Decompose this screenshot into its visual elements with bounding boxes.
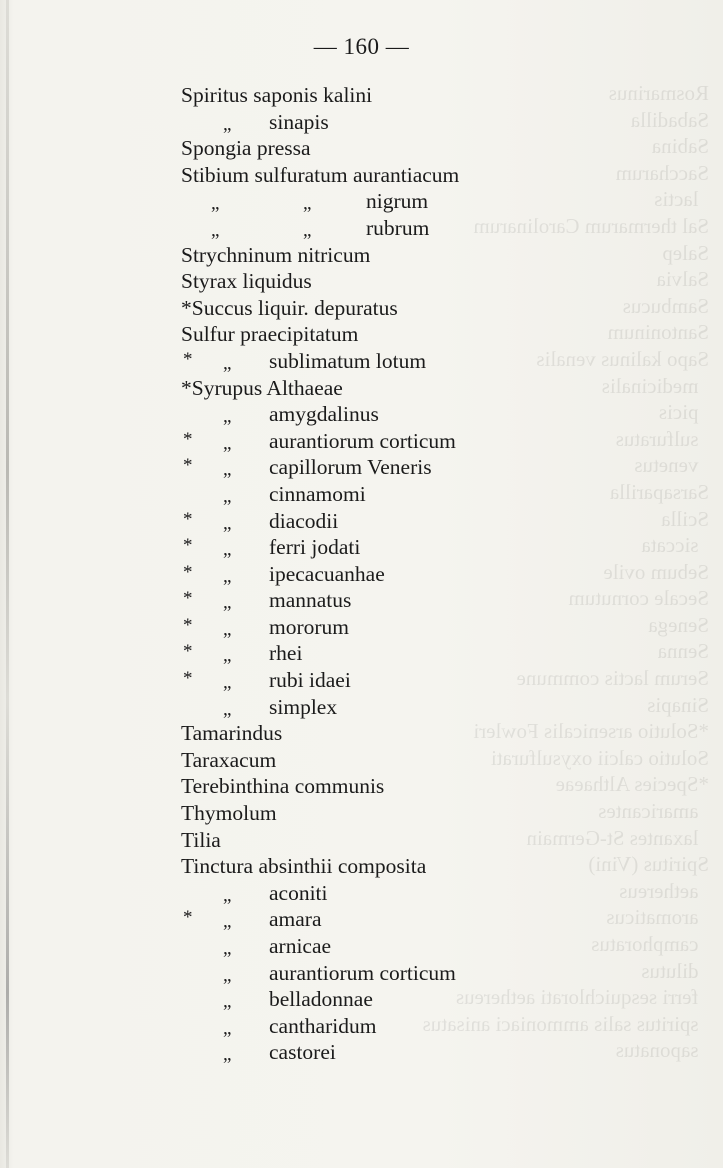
entry-text: arnicae [269, 934, 332, 958]
entry-text: amygdalinus [269, 402, 379, 427]
entry-text: amara [269, 907, 322, 932]
ditto-mark: „ [223, 884, 232, 906]
entry-text: Stibium sulfuratum aurantiacum [181, 162, 460, 187]
asterisk-mark: * [183, 508, 193, 530]
entry-text: Tilia [181, 827, 221, 852]
entry-text: Spongia pressa [181, 136, 311, 161]
bleed-through-text: Rosmarinus Sabadilla Sabina Saccharum lactis Sal thermarum Carolinarum Salep Salvia Sambucus Santoninum Sapo kalinus venalis medicinalis picis sulfuratus venetus Sarsaparilla Scilla siccata Sebum ovile Secale cornutum Senega Senna Serum lactis commune Sinapis *Solutio arsenicalis Fowleri Solutio calcii oxysulfurati *Species Althaeae amaricantes laxantes St-Germain Spiritus (Vini) aethereus aromaticus camphoratus dilutus ferri sesquichlorati aethereus spiritus salis ammoniaci anisatus saponatus [422, 81, 709, 1063]
ditto-mark: „ [223, 672, 232, 694]
entry-text: Tinctura absinthii composita [181, 854, 427, 879]
entry-line [181, 694, 651, 721]
entry-text: capillorum Veneris [269, 455, 432, 480]
entry-line [181, 135, 651, 162]
asterisk-mark: * [183, 561, 193, 583]
entry-text: Terebinthina communis [181, 774, 385, 799]
asterisk-mark: * [183, 535, 193, 557]
entry-line [181, 109, 651, 136]
ditto-mark: „ [223, 698, 232, 720]
page-number: — 160 — [313, 34, 410, 59]
entry-line [181, 348, 651, 375]
entry-line [181, 773, 651, 800]
ditto-mark: „ [303, 193, 312, 215]
asterisk-mark: * [183, 668, 193, 690]
entry-text: rubrum [366, 215, 430, 240]
entry-line [181, 640, 651, 667]
ditto-mark: „ [223, 645, 232, 667]
entry-text: Spiritus saponis kalini [181, 83, 373, 107]
ditto-mark: „ [303, 219, 312, 241]
entry-line [181, 1039, 651, 1066]
entry-line [181, 800, 651, 827]
asterisk-mark: * [183, 907, 193, 929]
entry-text: cantharidum [269, 1013, 377, 1038]
ditto-mark: „ [223, 459, 232, 481]
ditto-mark: „ [223, 565, 232, 587]
entry-text: aurantiorum corticum [269, 960, 456, 985]
entry-line [181, 747, 651, 774]
ditto-mark: „ [223, 1017, 232, 1039]
entry-text: belladonnae [269, 987, 373, 1012]
ditto-mark: „ [211, 193, 220, 215]
entry-text: Strychninum nitricum [181, 242, 371, 267]
ditto-mark: „ [223, 991, 232, 1013]
entry-text: cinnamomi [269, 481, 366, 506]
entry-text: mororum [269, 614, 350, 639]
ditto-mark: „ [223, 911, 232, 933]
entry-text: aurantiorum corticum [269, 428, 456, 453]
entry-line [181, 508, 651, 535]
entry-line [181, 1013, 651, 1040]
ditto-mark: „ [223, 352, 232, 374]
entry-text: diacodii [269, 508, 339, 533]
entry-line [181, 82, 651, 109]
asterisk-mark: * [183, 455, 193, 477]
entry-line [181, 667, 651, 694]
entry-text: Tamarindus [181, 721, 283, 746]
entry-line [181, 986, 651, 1013]
entry-line [181, 321, 651, 348]
entry-line [181, 428, 651, 455]
page-spine-shadow [6, 0, 9, 1168]
entry-line [181, 906, 651, 933]
entry-text: ferri jodati [269, 535, 361, 560]
entry-text: mannatus [269, 588, 352, 613]
entry-line [181, 375, 651, 402]
entry-text: simplex [269, 694, 338, 719]
entry-text: nigrum [366, 189, 429, 214]
entry-line [181, 853, 651, 880]
ditto-mark: „ [223, 592, 232, 614]
entry-text: Taraxacum [181, 747, 277, 772]
entry-line [181, 587, 651, 614]
entry-text: *Succus liquir. depuratus [181, 295, 398, 320]
entry-line [181, 561, 651, 588]
entry-text: sublimatum lotum [269, 348, 427, 373]
entry-line [181, 295, 651, 322]
asterisk-mark: * [183, 614, 193, 636]
ditto-mark: „ [223, 964, 232, 986]
entry-text: sinapis [269, 109, 329, 134]
entry-line [181, 162, 651, 189]
asterisk-mark: * [183, 428, 193, 450]
entry-line [181, 481, 651, 508]
ditto-mark: „ [223, 539, 232, 561]
entry-text: Styrax liquidus [181, 269, 312, 294]
entry-line [181, 215, 651, 242]
ditto-mark: „ [223, 406, 232, 428]
entry-text: castorei [269, 1040, 336, 1065]
entry-line [181, 242, 651, 269]
entry-text: Thymolum [181, 801, 277, 826]
entry-text: rhei [269, 641, 303, 666]
ditto-mark: „ [211, 219, 220, 241]
entry-text: *Syrupus Althaeae [181, 375, 343, 400]
entry-line [181, 401, 651, 428]
entry-line [181, 933, 651, 960]
entry-text: aconiti [269, 880, 328, 905]
entry-line [181, 534, 651, 561]
entry-text: rubi idaei [269, 668, 351, 693]
ditto-mark: „ [223, 113, 232, 135]
ditto-mark: „ [223, 485, 232, 507]
asterisk-mark: * [183, 641, 193, 663]
entry-line [181, 454, 651, 481]
entry-line [181, 720, 651, 747]
entry-text: ipecacuanhae [269, 561, 385, 586]
asterisk-mark: * [183, 588, 193, 610]
ditto-mark: „ [223, 512, 232, 534]
asterisk-mark: * [183, 348, 193, 370]
entry-text: Sulfur praecipitatum [181, 322, 359, 347]
ditto-mark: „ [223, 938, 232, 959]
entry-line [181, 268, 651, 295]
ditto-mark: „ [223, 1044, 232, 1066]
entry-list [181, 82, 651, 1066]
ditto-mark: „ [223, 432, 232, 454]
entry-line [181, 960, 651, 987]
entry-line [181, 827, 651, 854]
entry-line [181, 614, 651, 641]
ditto-mark: „ [223, 618, 232, 640]
entry-line [181, 880, 651, 907]
entry-line [181, 188, 651, 215]
